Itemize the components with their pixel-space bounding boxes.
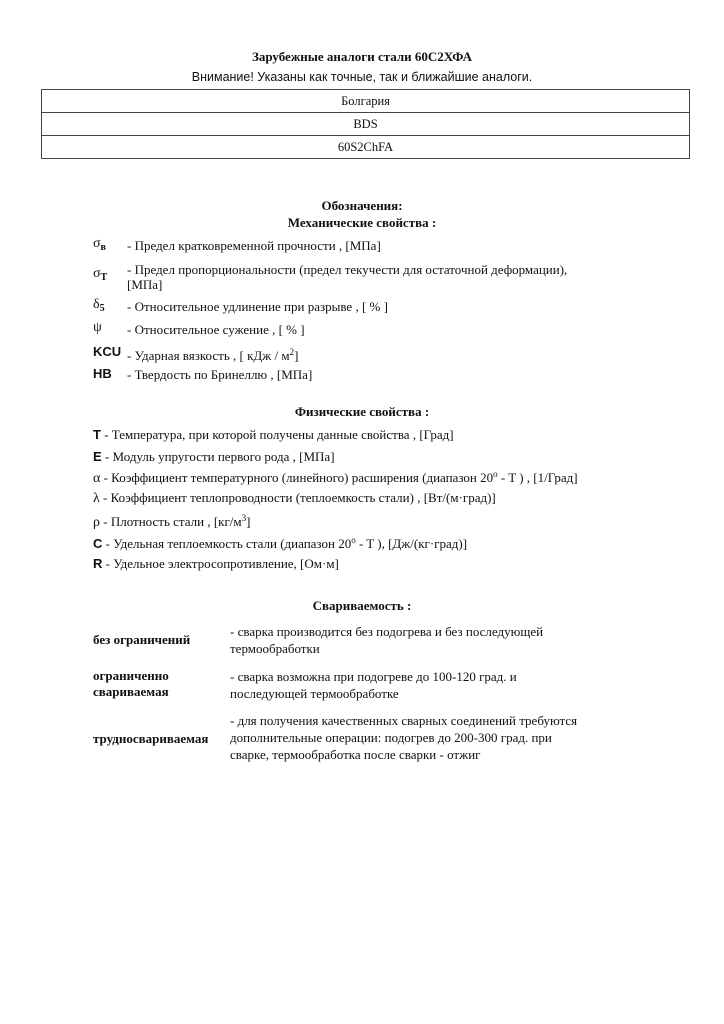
- delta-5-symbol: $\delta_5$: [93, 297, 105, 314]
- kcu-desc: - Ударная вязкость , [ кДж / $м^2$]: [127, 347, 299, 363]
- designations-title: Обозначения:: [321, 198, 403, 213]
- analog-country: Болгария: [42, 90, 689, 113]
- weld-label-difficult: трудносвариваемая: [93, 731, 209, 746]
- weld-label-unrestricted: без ограничений: [93, 632, 191, 647]
- weldability-title: Свариваемость :: [312, 598, 412, 613]
- hb-desc: - Твердость по Бринеллю , [МПа]: [127, 367, 313, 382]
- phys-alpha-symbol: α: [93, 471, 101, 486]
- phys-rho-symbol: ρ: [93, 515, 100, 530]
- analogs-warning: Внимание! Указаны как точные, так и ближайшие аналоги.: [191, 70, 533, 84]
- sigma-t-desc: - Предел пропорциональности (предел текучести для остаточной деформации), [МПа]: [127, 262, 568, 292]
- document-title: Зарубежные аналоги стали 60С2ХФА: [251, 49, 473, 64]
- phys-lambda-symbol: λ: [93, 491, 100, 506]
- weld-label-limited: ограниченно свариваемая: [93, 668, 169, 699]
- kcu-symbol: KCU: [93, 344, 122, 359]
- psi-desc: - Относительное сужение , [ % ]: [127, 322, 305, 337]
- sigma-t-symbol: $\sigma_T$: [93, 266, 108, 283]
- hb-symbol: HB: [93, 366, 112, 381]
- weld-desc-limited: - сварка возможна при подогреве до 100-120 град. и последующей термообработке: [230, 669, 517, 701]
- phys-c-symbol: C: [93, 536, 103, 551]
- sigma-b-desc: - Предел кратковременной прочности , [МПа]: [127, 238, 381, 253]
- physical-title: Физические свойства :: [294, 404, 430, 419]
- phys-r-line: R - Удельное электросопротивление, [Ом·м]: [93, 556, 339, 571]
- phys-e-line: E - Модуль упругости первого рода , [МПа]: [93, 449, 335, 464]
- analogs-table: [41, 89, 690, 159]
- weld-desc-difficult: - для получения качественных сварных соединений требуются дополнительные операции: подогрев до 200-300 град. при сварке, термообработка после сварки - отжиг: [230, 713, 578, 762]
- phys-alpha-line: α - Коэффициент температурного (линейного) расширения (диапазон 20$^o$ - T ) , [1/Град]: [93, 469, 578, 486]
- analog-standard: BDS: [42, 113, 689, 136]
- phys-r-symbol: R: [93, 556, 103, 571]
- psi-symbol: ψ: [93, 320, 102, 335]
- phys-t-symbol: T: [93, 427, 101, 442]
- phys-e-symbol: E: [93, 449, 102, 464]
- delta-5-desc: - Относительное удлинение при разрыве , [ % ]: [127, 299, 388, 314]
- analog-grade: 60S2ChFA: [337, 140, 394, 154]
- mechanical-title: Механические свойства :: [287, 215, 437, 230]
- phys-lambda-line: λ - Коэффициент теплопроводности (теплоемкость стали) , [Вт/(м·град)]: [93, 490, 496, 506]
- phys-c-line: C - Удельная теплоемкость стали (диапазон 20$^o$ - T ), [Дж/(кг·град)]: [93, 535, 468, 551]
- phys-t-line: T - Температура, при которой получены данные свойства , [Град]: [93, 427, 454, 442]
- sigma-b-symbol: $\sigma_в$: [93, 236, 106, 253]
- phys-rho-line: ρ - Плотность стали , $[кг/м^3]$: [93, 513, 251, 530]
- weld-desc-unrestricted: - сварка производится без подогрева и без последующей термообработки: [230, 624, 544, 656]
